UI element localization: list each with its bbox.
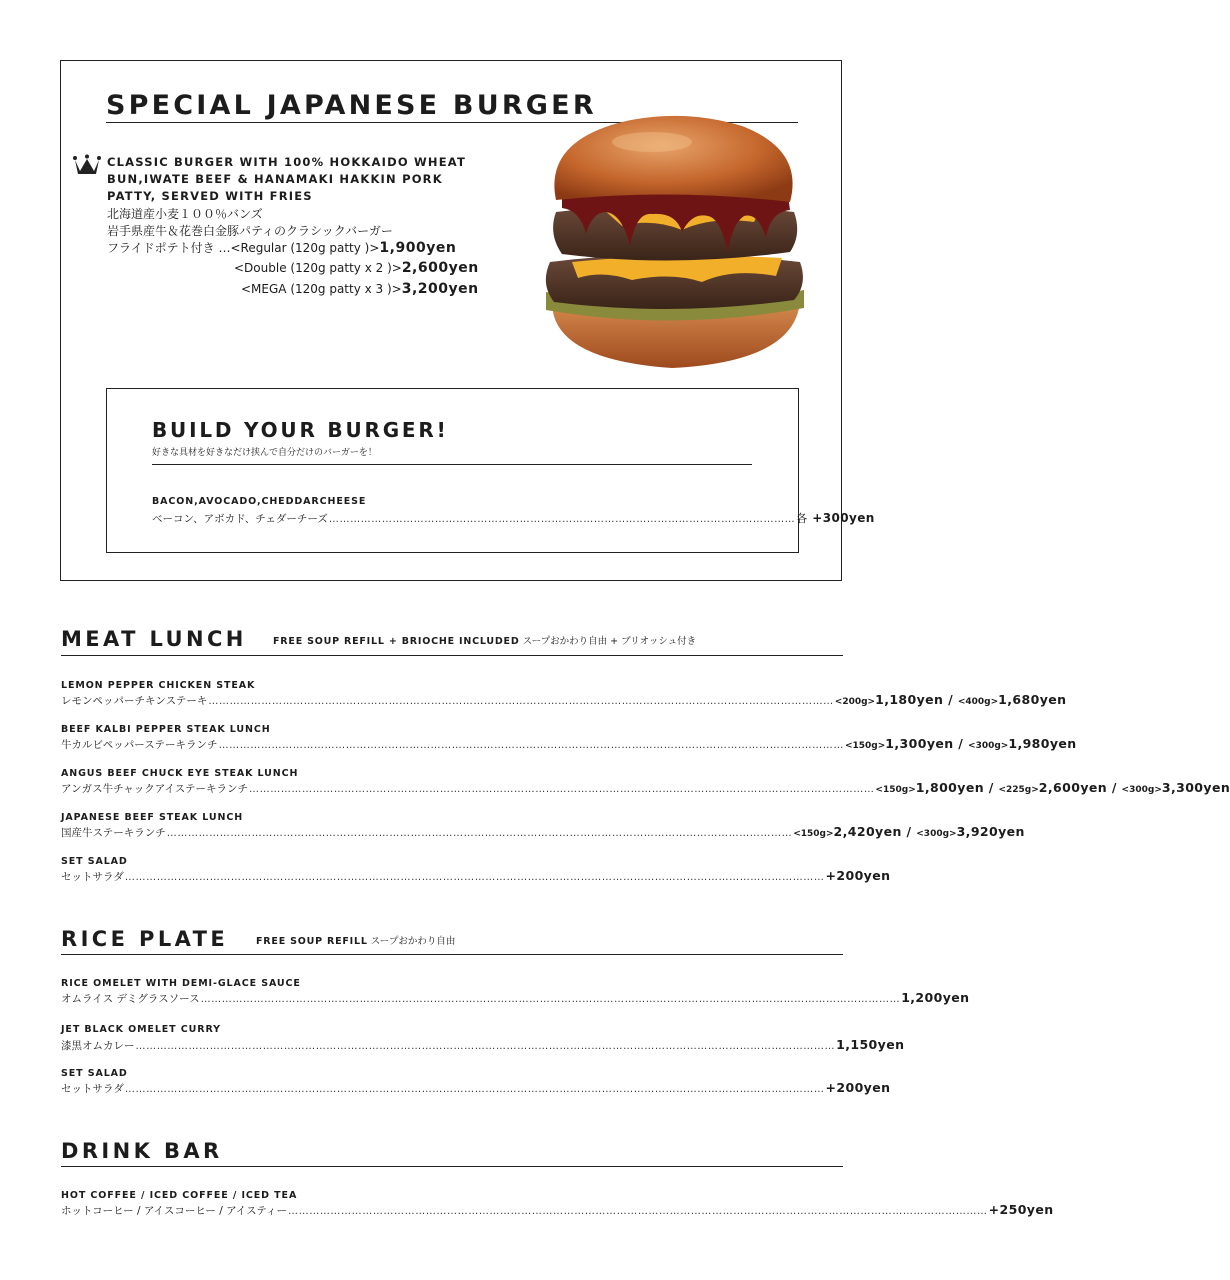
- dot-leader: ………………………………………………………………………………………………………………………………………………………………………………: [288, 1206, 988, 1217]
- menu-item-price: <150g>2,420yen / <300g>3,920yen: [793, 824, 1025, 839]
- dot-leader: ………………………………………………………………………………………………………………………………………………………………………………: [124, 1084, 825, 1095]
- drink-bar-rule: [61, 1166, 843, 1167]
- menu-item-row: レモンペッパーチキンステーキ …………………………………………………………………………………………………………………………………………………………… <200g>1,180yen / <400g>1,680yen: [61, 692, 1067, 707]
- menu-item-row: オムライス デミグラスソース ……………………………………………………………………………………………………………………………………………………………………………… 1,200yen: [61, 990, 970, 1005]
- menu-item-en: BEEF KALBI PEPPER STEAK LUNCH: [61, 724, 271, 735]
- menu-item-en: LEMON PEPPER CHICKEN STEAK: [61, 680, 256, 691]
- special-desc-jp-1: 北海道産小麦１００％バンズ: [107, 207, 263, 221]
- build-item-row: [152, 510, 875, 526]
- dot-leader: ……………………………………………………………………………………………………………………………………………………………: [249, 784, 875, 795]
- price-label: <Double (120g patty x 2 )>: [234, 261, 402, 275]
- special-desc-jp-2: 岩手県産牛＆花巻白金豚パティのクラシックバーガー: [107, 224, 393, 238]
- menu-item-row: ホットコーヒー / アイスコーヒー / アイスティー ……………………………………………………………………………………………………………………………………………………………………………… +250yen: [61, 1202, 1054, 1217]
- price-value: 1,900yen: [379, 240, 457, 256]
- menu-item-row: セットサラダ ……………………………………………………………………………………………………………………………………………………………………………… +200yen: [61, 868, 891, 883]
- dot-leader: ………………………………………………………………………………………………………………………………………………………………………………: [200, 994, 901, 1005]
- special-desc-en-1: CLASSIC BURGER WITH 100% HOKKAIDO WHEAT: [107, 155, 467, 169]
- menu-item-price: 1,150yen: [836, 1037, 905, 1052]
- menu-item-row: 漆黒オムカレー ……………………………………………………………………………………………………………………………………………………………………………… 1,150yen: [61, 1037, 905, 1052]
- menu-item-en: ANGUS BEEF CHUCK EYE STEAK LUNCH: [61, 768, 299, 779]
- menu-item-en: RICE OMELET WITH DEMI-GLACE SAUCE: [61, 978, 301, 989]
- build-title-rule: [152, 464, 752, 465]
- menu-item-en: SET SALAD: [61, 1068, 128, 1079]
- rice-plate-note: FREE SOUP REFILL スープおかわり自由: [256, 936, 456, 947]
- menu-item-price: <150g>1,800yen / <225g>2,600yen / <300g>3,300yen: [875, 780, 1230, 795]
- rice-plate-title: RICE PLATE: [61, 927, 229, 951]
- special-price-mega: [241, 281, 479, 297]
- meat-lunch-note: FREE SOUP REFILL + BRIOCHE INCLUDED スープおかわり自由 + ブリオッシュ付き: [273, 636, 697, 647]
- drink-bar-title: DRINK BAR: [61, 1139, 223, 1163]
- crown-icon: [72, 154, 102, 176]
- menu-item-row: 国産牛ステーキランチ …………………………………………………………………………………………………………………………………………………………… <150g>2,420yen / <300g>3,920yen: [61, 824, 1025, 839]
- build-subtitle: 好きな具材を好きなだけ挟んで自分だけのバーガーを！: [152, 448, 377, 458]
- menu-item-row: アンガス牛チャックアイステーキランチ …………………………………………………………………………………………………………………………………………………………… <150g>1,800yen / <225g>2,600yen / <300g>3,300yen: [61, 780, 1230, 795]
- menu-item-price: 1,200yen: [901, 990, 970, 1005]
- build-price: 各 +300yen: [796, 511, 875, 525]
- price-value: 3,200yen: [401, 281, 479, 297]
- menu-item-en: JET BLACK OMELET CURRY: [61, 1024, 221, 1035]
- rice-plate-rule: [61, 954, 843, 955]
- build-item-jp: ベーコン、アボカド、チェダーチーズ: [152, 513, 328, 525]
- menu-item-row: セットサラダ ……………………………………………………………………………………………………………………………………………………………………………… +200yen: [61, 1080, 891, 1095]
- menu-item-en: HOT COFFEE / ICED COFFEE / ICED TEA: [61, 1190, 298, 1201]
- menu-item-en: JAPANESE BEEF STEAK LUNCH: [61, 812, 244, 823]
- dot-leader: ……………………………………………………………………………………………………………………………………………………………: [166, 828, 793, 839]
- menu-item-price: +200yen: [825, 1080, 891, 1095]
- menu-item-price: <200g>1,180yen / <400g>1,680yen: [834, 692, 1067, 707]
- special-price-double: [234, 260, 479, 276]
- build-item-en: BACON,AVOCADO,CHEDDARCHEESE: [152, 496, 367, 507]
- dot-leader: ……………………………………………………………………………………………………………………: [328, 514, 796, 525]
- special-desc-en-3: PATTY, SERVED WITH FRIES: [107, 189, 313, 203]
- dot-leader: ……………………………………………………………………………………………………………………………………………………………: [208, 696, 834, 707]
- dot-leader: ……………………………………………………………………………………………………………………………………………………………: [218, 740, 844, 751]
- menu-item-row: 牛カルビペッパーステーキランチ …………………………………………………………………………………………………………………………………………………………… <150g>1,300yen / <300g>1,980yen: [61, 736, 1077, 751]
- price-label: <MEGA (120g patty x 3 )>: [241, 282, 402, 296]
- price-label: <Regular (120g patty )>: [230, 241, 380, 255]
- menu-item-price: +250yen: [988, 1202, 1054, 1217]
- special-title: SPECIAL JAPANESE BURGER: [106, 90, 597, 121]
- burger-photo: [532, 112, 810, 374]
- special-desc-en-2: BUN,IWATE BEEF & HANAMAKI HAKKIN PORK: [107, 172, 443, 186]
- build-title: BUILD YOUR BURGER!: [152, 418, 449, 442]
- menu-item-price: <150g>1,300yen / <300g>1,980yen: [844, 736, 1077, 751]
- dot-leader: ………………………………………………………………………………………………………………………………………………………………………………: [135, 1041, 836, 1052]
- menu-item-price: +200yen: [825, 868, 891, 883]
- build-your-burger-box: [106, 388, 799, 553]
- meat-lunch-title: MEAT LUNCH: [61, 627, 247, 651]
- meat-lunch-rule: [61, 655, 843, 656]
- price-value: 2,600yen: [401, 260, 479, 276]
- menu-item-en: SET SALAD: [61, 856, 128, 867]
- special-price-regular: [107, 239, 456, 256]
- fries-prefix: フライドポテト付き …: [107, 241, 231, 255]
- dot-leader: ………………………………………………………………………………………………………………………………………………………………………………: [124, 872, 825, 883]
